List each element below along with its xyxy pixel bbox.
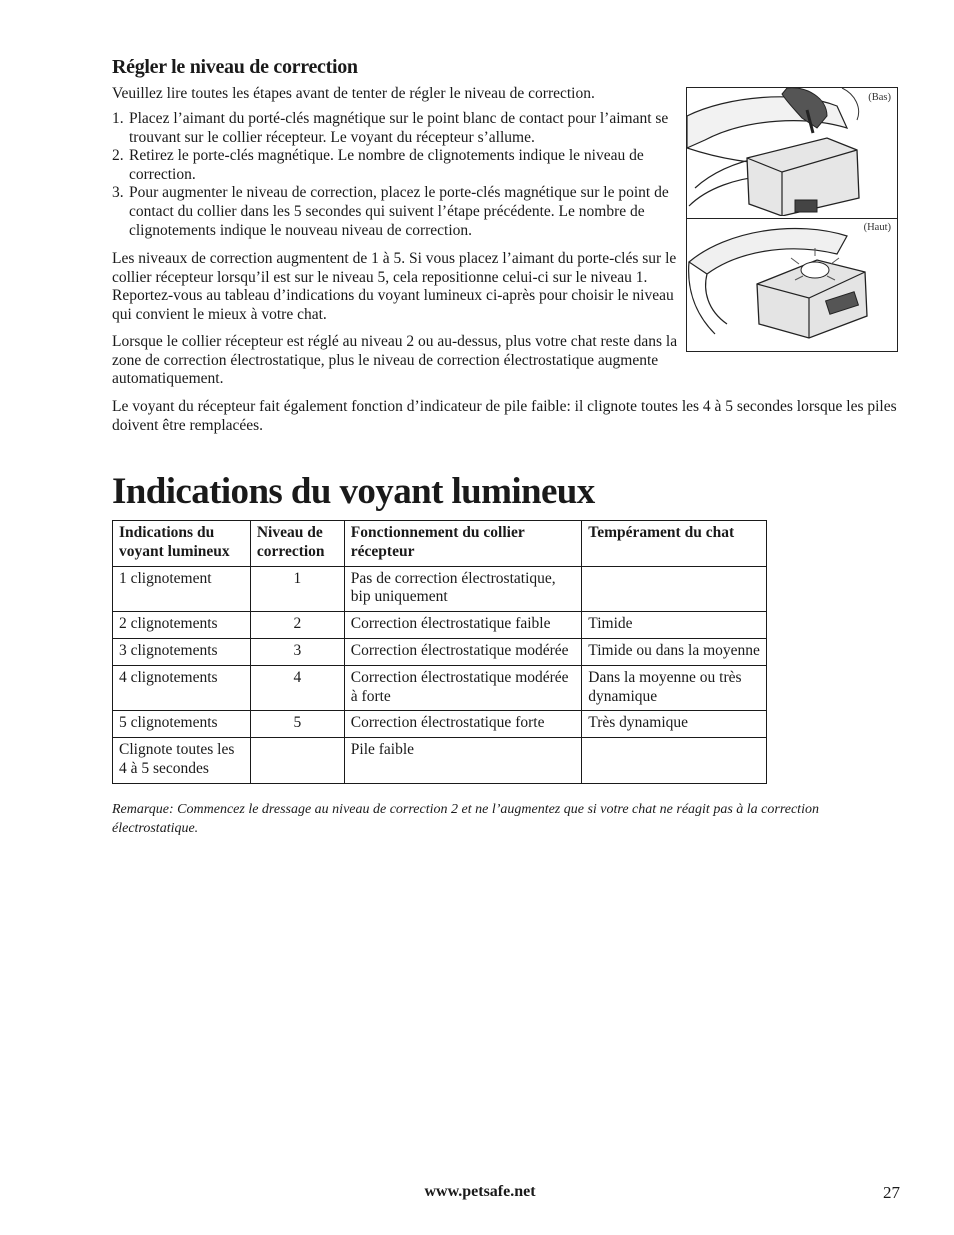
step-number: 2. (112, 147, 124, 165)
level-cell: 1 (250, 566, 344, 612)
level-cell: 5 (250, 711, 344, 738)
list-item (112, 147, 687, 184)
step-text: Retirez le porte-clés magnétique. Le nombre de clignotements indique le niveau de correction. (129, 147, 644, 183)
collar-top-drawing (687, 220, 896, 350)
table-row (113, 738, 767, 784)
indication-cell: 5 clignotements (113, 711, 251, 738)
list-item (112, 184, 687, 240)
indication-cell: 2 clignotements (113, 612, 251, 639)
intro-text: Veuillez lire toutes les étapes avant de tenter de régler le niveau de correction. (112, 85, 595, 102)
temper-cell (582, 566, 767, 612)
auto-increase-paragraph: Lorsque le collier récepteur est réglé au niveau 2 ou au-dessus, plus votre chat reste dans la zone de correction électrostatique, plus le niveau de correction électrostatique augmente automatiquement. (112, 333, 678, 388)
table-title: Indications du voyant lumineux (112, 471, 595, 512)
function-cell: Correction électrostatique modérée à forte (344, 665, 582, 711)
function-cell: Pile faible (344, 738, 582, 784)
temper-cell: Timide ou dans la moyenne (582, 638, 767, 665)
table-header-row (113, 521, 767, 567)
function-cell: Correction électrostatique modérée (344, 638, 582, 665)
level-cell: 4 (250, 665, 344, 711)
table-row (113, 566, 767, 612)
low-battery-paragraph: Le voyant du récepteur fait également fonction d’indicateur de pile faible: il clignote toutes les 4 à 5 secondes lorsque les piles doivent être remplacées. (112, 398, 897, 434)
function-cell: Correction électrostatique faible (344, 612, 582, 639)
footer-url-link[interactable]: www.petsafe.net (424, 1183, 536, 1200)
temper-cell (582, 738, 767, 784)
level-cell: 2 (250, 612, 344, 639)
note-text: Remarque: Commencez le dressage au niveau de correction 2 et ne l’augmentez que si votre chat ne réagit pas à la correction électrostatique. (112, 802, 819, 836)
indication-cell: 3 clignotements (113, 638, 251, 665)
indication-cell: Clignote toutes les 4 à 5 secondes (113, 738, 251, 784)
level-cell: 3 (250, 638, 344, 665)
step-number: 3. (112, 184, 124, 202)
column-header: Indications du voyant lumineux (113, 521, 251, 567)
levels-paragraph: Les niveaux de correction augmentent de 1 à 5. Si vous placez l’aimant du porte-clés sur le collier récepteur lorsqu’il est sur le niveau 5, cela repositionne celui-ci sur le niveau 1. Reportez-vous au tableau d’indications du voyant lumineux ci-après pour choisir le niveau qui convient le mieux à votre chat. (112, 250, 677, 323)
function-cell: Correction électrostatique forte (344, 711, 582, 738)
step-text: Pour augmenter le niveau de correction, placez le porte-clés magnétique sur le point de contact du collier dans les 5 secondes qui suivent l’étape précédente. Le nombre de clignotements indique le nouveau niveau de correction. (129, 184, 669, 239)
table-row (113, 665, 767, 711)
temper-cell: Très dynamique (582, 711, 767, 738)
illustration-divider (687, 218, 897, 219)
indicator-table (112, 520, 767, 784)
function-cell: Pas de correction électrostatique, bip uniquement (344, 566, 582, 612)
temper-cell: Dans la moyenne ou très dynamique (582, 665, 767, 711)
level-cell (250, 738, 344, 784)
table-row (113, 612, 767, 639)
temper-cell: Timide (582, 612, 767, 639)
column-header: Tempérament du chat (582, 521, 767, 567)
table-row (113, 711, 767, 738)
column-header: Niveau de correction (250, 521, 344, 567)
table-row (113, 638, 767, 665)
page-number: 27 (883, 1183, 900, 1202)
section-heading: Régler le niveau de correction (112, 56, 358, 78)
illustration-label-bottom: (Bas) (868, 92, 891, 103)
indication-cell: 1 clignotement (113, 566, 251, 612)
step-text: Placez l’aimant du porté-clés magnétique sur le point blanc de contact pour l’aimant se trouvant sur le collier récepteur. Le voyant du récepteur s’allume. (129, 110, 669, 146)
collar-illustration (686, 87, 898, 352)
steps-list (112, 110, 687, 240)
column-header: Fonctionnement du collier récepteur (344, 521, 582, 567)
collar-bottom-drawing (687, 88, 896, 216)
indication-cell: 4 clignotements (113, 665, 251, 711)
illustration-label-top: (Haut) (863, 222, 891, 233)
step-number: 1. (112, 110, 124, 127)
list-item (112, 110, 687, 147)
